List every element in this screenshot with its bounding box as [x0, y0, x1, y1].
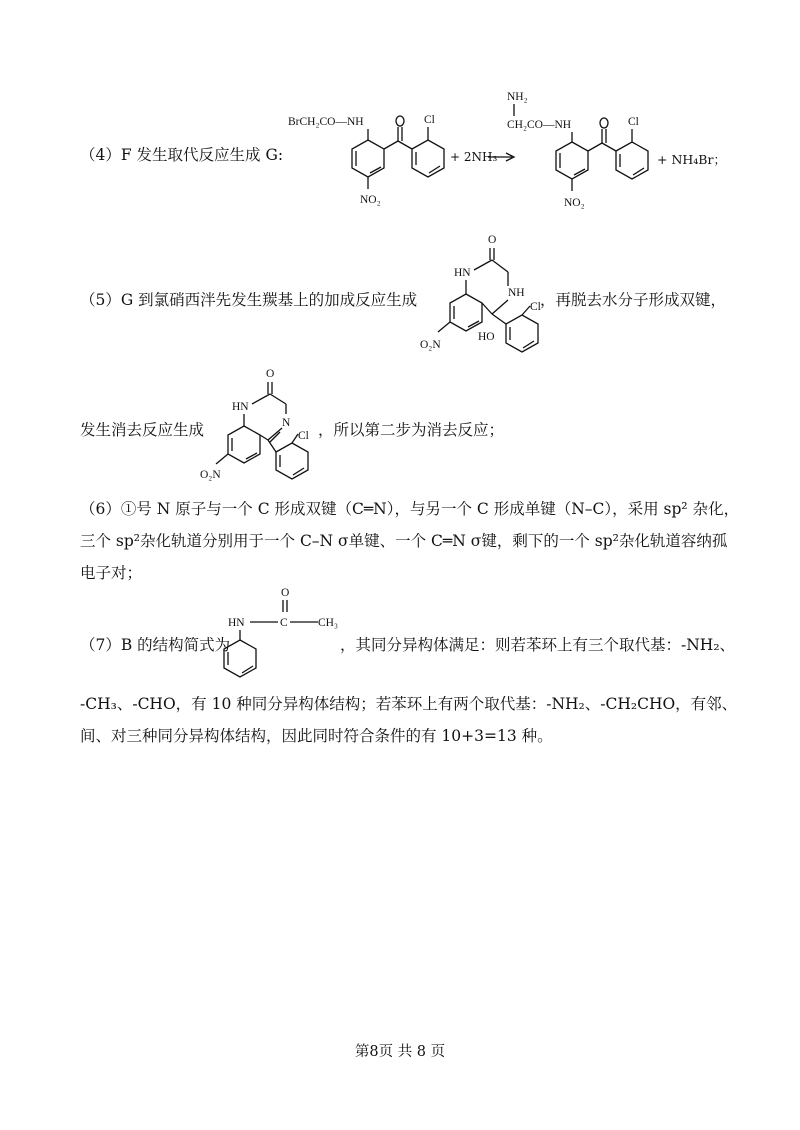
- q4-plus-reagent: + 2NH₃: [450, 150, 498, 164]
- q6-line1: （6）①号 N 原子与一个 C 形成双键（C═N），与另一个 C 形成单键（N–C），采用 sp² 杂化，: [80, 500, 740, 518]
- q4-reactant-no2: NO₂: [360, 194, 381, 206]
- q5-line1-suffix: ，再脱去水分子形成双键，: [540, 291, 727, 309]
- page-footer: 第8页 共 8 页: [354, 1044, 446, 1060]
- q5-int-no2: O₂N: [420, 339, 441, 351]
- q4-product-group-label: CH₂CO—NH: [507, 119, 572, 131]
- q5-int-ho: HO: [478, 331, 495, 343]
- q4-byproduct: + NH₄Br；: [657, 152, 726, 167]
- q5-int-o: O: [488, 234, 497, 246]
- q7-o: O: [281, 587, 290, 599]
- q7-hn: HN: [228, 617, 245, 629]
- q5-prod-o: O: [266, 368, 275, 380]
- q4-product-structure: [500, 84, 660, 219]
- q7-ch3: CH₃: [318, 617, 338, 629]
- q7-c: C: [280, 617, 288, 629]
- q5-line2-prefix: 发生消去反应生成: [80, 421, 205, 439]
- q7-prefix: （7）B 的结构简式为: [80, 636, 231, 654]
- q4-reactant-group-label: BrCH₂CO—NH: [288, 116, 364, 128]
- q7-line3: 间、对三种同分异构体结构，因此同时符合条件的有 10+3=13 种。: [80, 727, 553, 745]
- q4-product-no2: NO₂: [564, 197, 585, 209]
- q4-product-nh2: NH₂: [507, 91, 528, 103]
- q4-reactant-cl: Cl: [424, 114, 435, 126]
- q5-int-nh: NH: [508, 287, 525, 299]
- q4-product-cl: Cl: [628, 116, 639, 128]
- q5-int-hn: HN: [454, 267, 471, 279]
- q5-line1-prefix: （5）G 到氯硝西泮先发生羰基上的加成反应生成: [80, 291, 418, 309]
- q4-prefix: （4）F 发生取代反应生成 G:: [80, 146, 284, 164]
- q7-suffix: ，其同分异构体满足：则若苯环上有三个取代基：-NH₂、: [340, 636, 736, 654]
- q5-int-cl: Cl: [530, 301, 541, 313]
- q5-prod-no2: O₂N: [200, 469, 221, 481]
- q7-line2: -CH₃、-CHO，有 10 种同分异构体结构；若苯环上有两个取代基：-NH₂、-CH₂CHO，有邻、: [80, 695, 738, 713]
- q5-intermediate-structure: [420, 228, 550, 358]
- q5-line2-suffix: ，所以第二步为消去反应；: [318, 421, 505, 439]
- q5-product-structure: [200, 362, 320, 482]
- q6-line3: 电子对；: [80, 564, 143, 582]
- q5-prod-n: N: [282, 417, 291, 429]
- q5-prod-cl: Cl: [298, 430, 309, 442]
- q7-b-structure: [228, 582, 338, 682]
- q4-reactant-structure: [288, 105, 458, 215]
- q6-line2: 三个 sp²杂化轨道分别用于一个 C–N σ单键、一个 C═N σ键，剩下的一个 sp²杂化轨道容纳孤: [80, 532, 728, 550]
- q5-prod-hn: HN: [232, 401, 249, 413]
